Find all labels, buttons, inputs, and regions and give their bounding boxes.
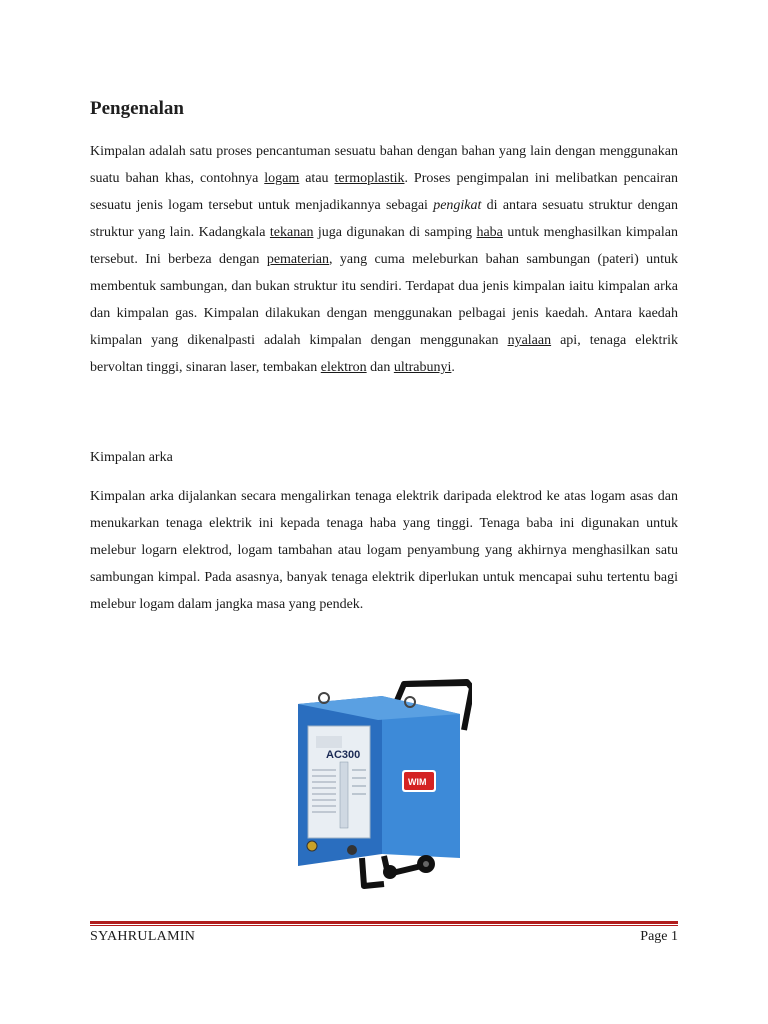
text-run: di antara sesuatu struktur dengan struktur yang lain. Kadangkala — [90, 198, 679, 240]
wheel — [383, 865, 397, 879]
lift-ring — [319, 693, 329, 703]
text-run: juga digunakan di samping — [313, 225, 477, 240]
link-tekanan[interactable]: tekanan — [269, 225, 314, 240]
amp-scale — [340, 762, 348, 828]
text-run: dan — [366, 360, 394, 375]
panel-logo-box — [316, 736, 342, 748]
output-terminal — [347, 845, 357, 855]
link-termoplastik[interactable]: termoplastik — [334, 171, 405, 186]
output-terminal — [307, 841, 317, 851]
footer-rule-thick — [90, 921, 678, 924]
logo-text: WIM — [408, 777, 427, 787]
support-leg — [362, 858, 384, 886]
arc-welding-paragraph: Kimpalan arka dijalankan secara mengalirkan tenaga elektrik daripada elektrod ke atas logam asas dan menukarkan tenaga elektrik ini kepada tenaga haba yang tinggi. Tenaga baba ini digunakan untuk melebur logarn elektrod, logam tambahan atau logam penyambung yang akhirnya menghasilkan satu sambungan kimpal. Pada asasnya, banyak tenaga elektrik diperlukan untuk mencapai suhu tertentu bagi melebur logam dalam jangka masa yang pendek. — [90, 489, 678, 612]
link-haba[interactable]: haba — [476, 225, 503, 240]
footer-author: SYAHRULAMIN — [90, 929, 196, 944]
text-run: atau — [299, 171, 335, 186]
text-run: . — [451, 360, 455, 375]
wheel-hub — [423, 861, 429, 867]
subheading-kimpalan-arka: Kimpalan arka — [90, 450, 173, 465]
text-run: untuk menghasilkan kimpalan tersebut. Ini berbeza dengan — [90, 225, 678, 267]
link-elektron[interactable]: elektron — [320, 360, 367, 375]
machine-model-label: AC300 — [326, 749, 361, 761]
emphasis-pengikat: pengikat — [433, 198, 482, 213]
intro-paragraph — [90, 138, 678, 381]
text-run: , yang cuma meleburkan bahan sambungan (pateri) untuk membentuk sambungan, dan bukan struktur itu sendiri. Terdapat dua jenis kimpalan iaitu kimpalan arka dan kimpalan gas. Kimpalan dilakukan dengan menggunakan pelbagai jenis kaedah. Antara kaedah kimpalan yang dikenalpasti adalah kimpalan dengan menggunakan — [90, 252, 678, 348]
welding-machine-illustration — [292, 674, 472, 894]
text-run: api, tenaga elektrik bervoltan tinggi, sinaran laser, tembakan — [90, 333, 678, 375]
link-ultrabunyi[interactable]: ultrabunyi — [393, 360, 452, 375]
link-logam[interactable]: logam — [264, 171, 300, 186]
text-run: . Proses pengimpalan ini melibatkan pencairan sesuatu jenis logam tersebut untuk menjadikannya sebagai — [90, 171, 678, 213]
link-pematerian[interactable]: pematerian — [266, 252, 329, 267]
footer-rule-thin — [90, 925, 678, 926]
text-run: Kimpalan adalah satu proses pencantuman sesuatu bahan dengan bahan yang lain dengan menggunakan suatu bahan khas, contohnya — [90, 144, 678, 186]
link-nyalaan[interactable]: nyalaan — [507, 333, 552, 348]
section-heading: Pengenalan — [90, 98, 184, 119]
page-number: Page 1 — [640, 929, 678, 944]
handle-bar — [404, 683, 468, 684]
welding-machine-image — [292, 674, 472, 894]
